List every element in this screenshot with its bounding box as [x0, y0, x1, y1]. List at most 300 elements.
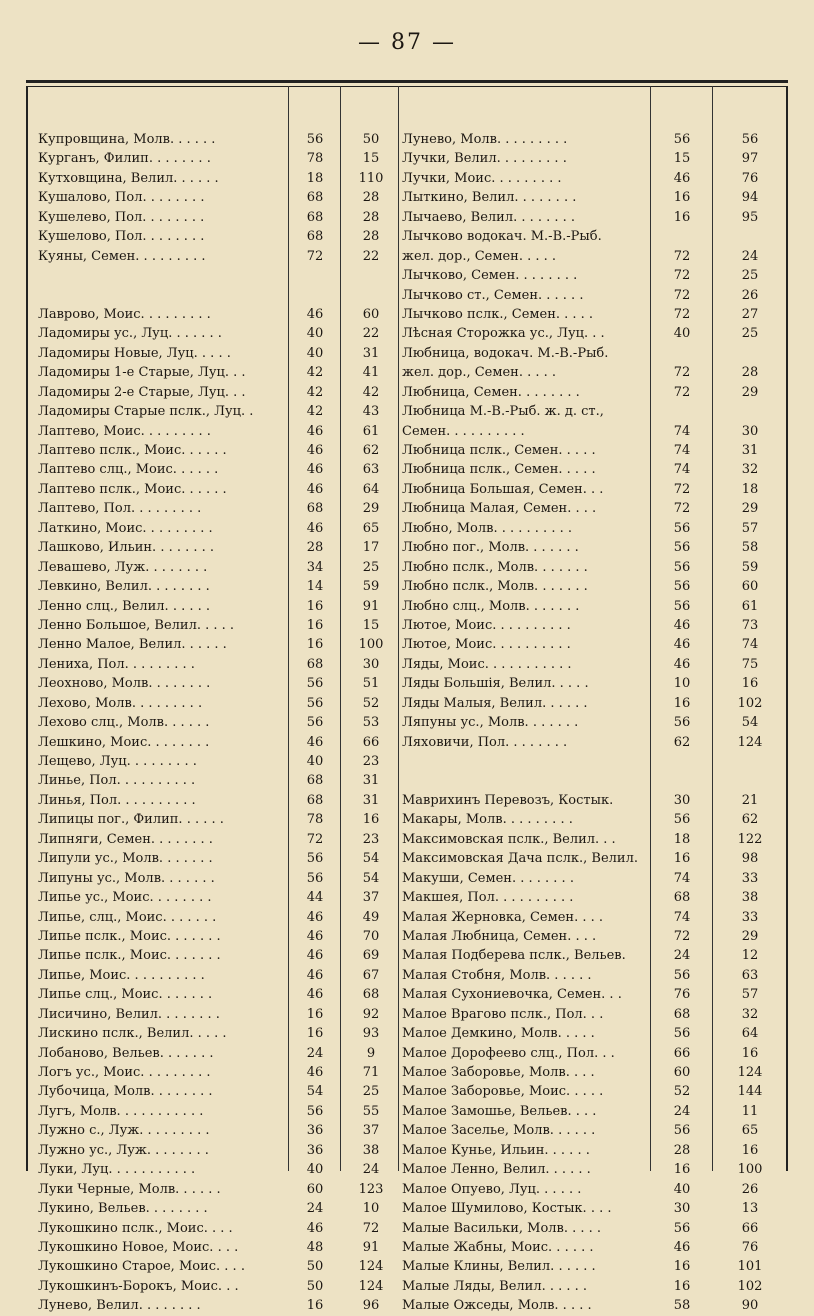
entry-name: Лаптево слц., Моис. . . . . .: [38, 462, 219, 478]
entry-name: Любно пслк., Молв. . . . . . .: [402, 579, 588, 595]
entry-name: Кушалово, Пол. . . . . . . .: [38, 190, 205, 206]
entry-name: Лаптево пслк., Моис. . . . . .: [38, 443, 227, 458]
entry-number: 37: [362, 1123, 380, 1139]
table-row: [26, 733, 788, 752]
page-ref: 24: [673, 1103, 691, 1119]
entry-number: 98: [741, 851, 759, 867]
page-ref: 28: [306, 540, 324, 556]
entry-name: Лукошкино Старое, Моис. . . .: [38, 1259, 245, 1275]
entry-number: 42: [362, 384, 380, 400]
entry-name: Любно, Молв. . . . . . . . . .: [402, 520, 572, 536]
entry-number: 71: [362, 1065, 380, 1080]
entry-name: Лукошкино пслк., Моис. . . .: [38, 1220, 233, 1236]
entry-number: 96: [362, 1298, 380, 1314]
page-ref: 46: [306, 306, 324, 322]
entry-number: 33: [741, 870, 759, 886]
page-ref: 10: [673, 676, 691, 692]
entry-number: 38: [362, 1142, 380, 1158]
page-ref: 15: [673, 151, 691, 167]
entry-number: 49: [362, 909, 380, 925]
entry-number: 33: [741, 909, 759, 925]
entry-number: 16: [362, 812, 380, 828]
page-ref: 56: [673, 715, 691, 731]
page-ref: 28: [673, 1142, 691, 1158]
page-ref: 62: [673, 734, 691, 750]
entry-number: 24: [741, 248, 759, 264]
entry-number: 21: [741, 792, 759, 808]
entry-number: 23: [362, 831, 380, 847]
entry-number: 15: [362, 151, 380, 167]
page-ref: 68: [306, 190, 324, 206]
page-ref: 56: [673, 1026, 691, 1042]
entry-number: 53: [362, 715, 380, 731]
entry-name: Ладомиры ус., Луц. . . . . . .: [38, 326, 222, 342]
page-ref: 46: [306, 987, 324, 1003]
page-ref: 42: [306, 404, 324, 420]
entry-name: Лужно с., Луж. . . . . . . . .: [38, 1123, 210, 1139]
page-ref: 44: [306, 890, 324, 906]
entry-name: Ладомиры Новые, Луц. . . . .: [38, 345, 231, 361]
entry-number: 73: [741, 617, 759, 633]
entry-name: Малое Заборовье, Моис. . . . .: [402, 1084, 604, 1100]
entry-number: 102: [737, 695, 763, 711]
entry-name: Лукошкино Новое, Моис. . . .: [38, 1239, 239, 1255]
page-ref: 72: [673, 501, 691, 517]
page-ref: 68: [673, 890, 691, 906]
table-row: [26, 208, 788, 227]
entry-number: 29: [741, 384, 759, 400]
page-ref: 40: [306, 345, 324, 361]
table-row: [26, 149, 788, 168]
table-row: [26, 1199, 788, 1218]
page-ref: 74: [673, 423, 691, 439]
entry-number: 32: [741, 462, 759, 478]
page-ref: 30: [673, 792, 691, 808]
entry-number: 38: [741, 890, 759, 906]
page-ref: 16: [673, 1259, 691, 1275]
entry-name: Любница Малая, Семен. . . .: [402, 501, 597, 517]
table-row: [26, 1005, 788, 1024]
page-ref: 46: [306, 443, 324, 458]
entry-name: Куяны, Семен. . . . . . . . .: [38, 248, 206, 264]
table-row: [26, 363, 788, 382]
entry-number: 37: [362, 890, 380, 906]
entry-number: 72: [362, 1220, 380, 1236]
page-ref: 48: [306, 1239, 324, 1255]
page-ref: 74: [673, 443, 691, 458]
entry-name: Ляховичи, Пол. . . . . . . .: [402, 734, 568, 750]
table-row: [26, 1219, 788, 1238]
entry-number: 66: [362, 734, 380, 750]
entry-number: 62: [362, 443, 380, 458]
entry-name: Малая Любница, Семен. . . .: [402, 928, 597, 944]
table-row: [26, 538, 788, 557]
page-ref: 74: [673, 870, 691, 886]
entry-number: 57: [741, 520, 759, 536]
table-row: [26, 1160, 788, 1179]
page-ref: 72: [673, 928, 691, 944]
page-ref: 46: [306, 423, 324, 439]
entry-number: 23: [362, 754, 380, 769]
entry-name: Липули ус., Молв. . . . . . .: [38, 851, 213, 867]
entry-name: Левашево, Луж. . . . . . . .: [38, 559, 208, 575]
table-row: [26, 227, 788, 246]
entry-number: 110: [358, 170, 384, 186]
page-ref: 36: [306, 1123, 324, 1139]
entry-number: 51: [362, 676, 380, 692]
page-ref: 16: [306, 1006, 324, 1022]
entry-name: Малые Жабны, Моис. . . . . .: [402, 1239, 594, 1255]
page-ref: 16: [673, 695, 691, 711]
entry-name: Липняги, Семен. . . . . . . .: [38, 831, 213, 847]
entry-name: Линье, Пол. . . . . . . . . .: [38, 773, 196, 789]
entry-name: Любница Большая, Семен. . .: [402, 481, 604, 497]
entry-number: 13: [741, 1201, 759, 1217]
page-ref: 56: [306, 676, 324, 692]
table-row: [26, 985, 788, 1004]
entry-name: Лаптево пслк., Моис. . . . . .: [38, 481, 227, 497]
entry-name: Любно слц., Молв. . . . . . .: [402, 598, 580, 614]
entry-number: 76: [741, 170, 759, 186]
table-row: [26, 460, 788, 479]
table-row: [26, 849, 788, 868]
entry-number: 55: [362, 1103, 380, 1119]
entry-number: 28: [741, 365, 759, 381]
page-ref: 36: [306, 1142, 324, 1158]
entry-name: Малое Замошье, Вельев. . . .: [402, 1103, 597, 1119]
entry-name: Липье, Моис. . . . . . . . . .: [38, 967, 205, 983]
entry-number: 59: [362, 579, 380, 595]
page-ref: 56: [673, 132, 691, 147]
table-row: [26, 1121, 788, 1140]
entry-number: 101: [737, 1259, 763, 1275]
entry-name: Малая Подберева пслк., Вельев.: [402, 948, 626, 964]
entry-name: Маврихинъ Перевозъ, Костык.: [402, 792, 614, 808]
page-ref: 46: [306, 462, 324, 478]
table-row: [26, 402, 788, 421]
entry-name: Ленно Малое, Велил. . . . . .: [38, 637, 227, 653]
table-row: [26, 247, 788, 266]
entry-name: Лукошкинъ-Борокъ, Моис. . .: [38, 1278, 239, 1294]
page-ref: 46: [673, 637, 691, 653]
page-ref: 78: [306, 151, 324, 167]
page-ref: 40: [673, 1181, 691, 1197]
table-row: [26, 655, 788, 674]
entry-name: Малые Ляды, Велил. . . . . .: [402, 1278, 588, 1294]
entry-number: 16: [741, 1142, 759, 1158]
table-row: [26, 927, 788, 946]
entry-name: Лобаново, Вельев. . . . . . .: [38, 1045, 214, 1061]
page-ref: 56: [306, 870, 324, 886]
table-row: [26, 616, 788, 635]
entry-name: Лычково ст., Семен. . . . . .: [402, 287, 584, 303]
entry-number: 93: [362, 1026, 380, 1042]
entry-name: Липье пслк., Моис. . . . . . .: [38, 948, 221, 964]
page-ref: 56: [306, 851, 324, 867]
entry-number: 43: [362, 404, 380, 420]
entry-name: Любница М.-В.-Рыб. ж. д. ст.,: [402, 404, 604, 420]
page-ref: 46: [306, 1065, 324, 1080]
entry-number: 31: [741, 443, 759, 458]
page-ref: 72: [673, 481, 691, 497]
page-ref: 46: [306, 909, 324, 925]
page-ref: 68: [306, 656, 324, 672]
entry-number: 144: [737, 1084, 763, 1100]
entry-name: Лещево, Луц. . . . . . . . .: [38, 754, 197, 769]
page-ref: 50: [306, 1259, 324, 1275]
table-row: [26, 383, 788, 402]
page-ref: 72: [673, 268, 691, 284]
entry-name: Лашково, Ильин. . . . . . . .: [38, 540, 215, 556]
entry-number: 63: [362, 462, 380, 478]
page-ref: 60: [673, 1065, 691, 1080]
page-ref: 16: [306, 1298, 324, 1314]
entry-number: 122: [737, 831, 763, 847]
entry-number: 94: [741, 190, 759, 206]
page-ref: 16: [673, 851, 691, 867]
table-row: [26, 188, 788, 207]
page-number: — 87 —: [358, 30, 456, 55]
entry-number: 16: [741, 676, 759, 692]
page-ref: 72: [673, 365, 691, 381]
page-ref: 68: [673, 1006, 691, 1022]
entry-name: Ладомиры 1-е Старые, Луц. . .: [38, 365, 246, 381]
entry-name: Лужно ус., Луж. . . . . . . .: [38, 1142, 209, 1158]
page-ref: 14: [306, 579, 324, 595]
entry-name: Малая Стобня, Молв. . . . . .: [402, 967, 592, 983]
entry-name: Ляды Большія, Велил. . . . .: [402, 676, 589, 692]
entry-number: 32: [741, 1006, 759, 1022]
table-row: [26, 674, 788, 693]
entry-number: 124: [737, 1065, 763, 1080]
page-ref: 24: [673, 948, 691, 964]
page-ref: 66: [673, 1045, 691, 1061]
entry-name: Малая Жерновка, Семен. . . .: [402, 909, 604, 925]
table-row: [26, 869, 788, 888]
page-ref: 58: [673, 1298, 691, 1314]
entry-name: Липицы пог., Филип. . . . . .: [38, 812, 224, 828]
entry-number: 74: [741, 637, 759, 653]
page-ref: 34: [306, 559, 324, 575]
entry-name: Липье ус., Моис. . . . . . . .: [38, 890, 212, 906]
entry-name: Лучки, Моис. . . . . . . . .: [402, 170, 562, 186]
entry-number: 17: [362, 540, 380, 556]
entry-number: 59: [741, 559, 759, 575]
page-ref: 46: [306, 481, 324, 497]
page-ref: 78: [306, 812, 324, 828]
table-row: [26, 499, 788, 518]
entry-number: 52: [362, 695, 380, 711]
table-row: [26, 1277, 788, 1296]
page-ref: 46: [673, 617, 691, 633]
page-ref: 68: [306, 501, 324, 517]
table-row: [26, 1063, 788, 1082]
entry-name: Малые Клины, Велил. . . . . .: [402, 1259, 596, 1275]
entry-number: 30: [362, 656, 380, 672]
entry-name: Липуны ус., Молв. . . . . . .: [38, 870, 215, 886]
page-ref: 16: [673, 1278, 691, 1294]
page-ref: 76: [673, 987, 691, 1003]
entry-number: 25: [362, 1084, 380, 1100]
page-ref: 16: [306, 598, 324, 614]
entry-name: Малое Ленно, Велил. . . . . .: [402, 1162, 591, 1178]
entry-number: 124: [737, 734, 763, 750]
entry-number: 97: [741, 151, 759, 167]
table-row: [26, 441, 788, 460]
entry-number: 65: [741, 1123, 759, 1139]
entry-name: Лукино, Вельев. . . . . . . .: [38, 1201, 208, 1217]
table-row: [26, 694, 788, 713]
entry-name: Лехово слц., Молв. . . . . .: [38, 715, 210, 731]
entry-name: Кутховщина, Велил. . . . . .: [38, 170, 219, 186]
entry-name: Малые Васильки, Молв. . . . .: [402, 1220, 602, 1236]
entry-number: 64: [362, 481, 380, 497]
entry-number: 50: [362, 132, 380, 147]
table-row: [26, 908, 788, 927]
page-ref: 16: [673, 1162, 691, 1178]
table-row: [26, 286, 788, 305]
page-ref: 46: [306, 967, 324, 983]
entry-name: Лениха, Пол. . . . . . . . .: [38, 656, 195, 672]
page-ref: 18: [306, 170, 324, 186]
entry-number: 66: [741, 1220, 759, 1236]
entry-number: 54: [362, 851, 380, 867]
entry-number: 61: [362, 423, 380, 439]
entry-name: Левкино, Велил. . . . . . . .: [38, 579, 210, 595]
entry-number: 124: [358, 1278, 384, 1294]
table-row: [26, 1141, 788, 1160]
entry-name: Малые Ожседы, Молв. . . . .: [402, 1298, 592, 1314]
entry-number: 9: [366, 1045, 376, 1061]
table-row: [26, 577, 788, 596]
entry-name: Лѣсная Сторожка ус., Луц. . .: [402, 326, 605, 342]
table-row: [26, 791, 788, 810]
entry-name: Малое Заборовье, Молв. . . .: [402, 1065, 595, 1080]
page-ref: 30: [673, 1201, 691, 1217]
entry-number: 64: [741, 1026, 759, 1042]
entry-name: Лубочица, Молв. . . . . . . .: [38, 1084, 213, 1100]
table-row: [26, 1082, 788, 1101]
entry-name: Лютое, Моис. . . . . . . . . .: [402, 617, 571, 633]
entry-number: 90: [741, 1298, 759, 1314]
entry-name: Малое Демкино, Молв. . . . .: [402, 1026, 595, 1042]
entry-name: Ляды, Моис. . . . . . . . . . .: [402, 656, 572, 672]
entry-name: Макшея, Пол. . . . . . . . . .: [402, 890, 574, 906]
entry-name: Кушелово, Пол. . . . . . . .: [38, 229, 205, 245]
page-ref: 46: [673, 656, 691, 672]
entry-number: 31: [362, 773, 380, 789]
table-row: [26, 344, 788, 363]
entry-name: Малое Врагово пслк., Пол. . .: [402, 1006, 604, 1022]
table-row: [26, 1044, 788, 1063]
entry-name: Логъ ус., Моис. . . . . . . . .: [38, 1065, 211, 1080]
table-row: [26, 519, 788, 538]
entry-number: 28: [362, 190, 380, 206]
entry-name: Макуши, Семен. . . . . . . .: [402, 870, 574, 886]
page-ref: 46: [306, 1220, 324, 1236]
entry-name: Купровщина, Молв. . . . . .: [38, 132, 216, 147]
entry-name: Лыткино, Велил. . . . . . . .: [402, 190, 577, 206]
entry-number: 12: [741, 948, 759, 964]
entry-name: Лаптево, Пол. . . . . . . . .: [38, 501, 202, 517]
entry-name: Лучки, Велил. . . . . . . . .: [402, 151, 567, 167]
entry-number: 56: [741, 132, 759, 147]
entry-name: Лисичино, Велил. . . . . . . .: [38, 1006, 220, 1022]
table-row: [26, 324, 788, 343]
page-ref: 46: [673, 1239, 691, 1255]
entry-number: 123: [358, 1181, 384, 1197]
entry-number: 29: [741, 928, 759, 944]
table-row: [26, 169, 788, 188]
entry-number: 68: [362, 987, 380, 1003]
entry-number: 124: [358, 1259, 384, 1275]
page-ref: 56: [673, 559, 691, 575]
entry-number: 29: [362, 501, 380, 517]
entry-number: 16: [741, 1045, 759, 1061]
entry-name: Лаптево, Моис. . . . . . . . .: [38, 423, 211, 439]
entry-number: 54: [741, 715, 759, 731]
page-ref: 46: [306, 520, 324, 536]
table-row: [26, 771, 788, 790]
entry-number: 25: [362, 559, 380, 575]
entry-number: 60: [741, 579, 759, 595]
entry-number: 100: [358, 637, 384, 653]
entry-name: Лискино пслк., Велил. . . . .: [38, 1026, 227, 1042]
entry-name: Ляды Малыя, Велил. . . . . .: [402, 695, 588, 711]
entry-name: Лычково пслк., Семен. . . . .: [402, 306, 594, 322]
page-ref: 56: [673, 1123, 691, 1139]
entry-number: 31: [362, 792, 380, 808]
entry-number: 57: [741, 987, 759, 1003]
page-ref: 24: [306, 1201, 324, 1217]
table-row: [26, 830, 788, 849]
entry-name: Любница, водокач. М.-В.-Рыб.: [402, 345, 609, 361]
page-ref: 74: [673, 462, 691, 478]
entry-number: 28: [362, 209, 380, 225]
entry-number: 91: [362, 598, 380, 614]
entry-name: Луки Черные, Молв. . . . . .: [38, 1181, 221, 1197]
entry-name: Ладомиры 2-е Старые, Луц. . .: [38, 384, 246, 400]
page-ref: 68: [306, 229, 324, 245]
page-ref: 46: [306, 734, 324, 750]
page-ref: 68: [306, 773, 324, 789]
page-ref: 24: [306, 1045, 324, 1061]
page-ref: 56: [306, 715, 324, 731]
page-ref: 16: [306, 637, 324, 653]
table-row: [26, 1238, 788, 1257]
entry-number: 26: [741, 1181, 759, 1197]
entry-name: Максимовская пслк., Велил. . .: [402, 831, 616, 847]
index-table: [26, 86, 788, 1314]
entry-name: Любно пслк., Молв. . . . . . .: [402, 559, 588, 575]
page-ref: 18: [673, 831, 691, 847]
entry-name: Малое Заселье, Молв. . . . . .: [402, 1123, 596, 1139]
page-ref: 42: [306, 365, 324, 381]
entry-name: Лехово, Молв. . . . . . . . .: [38, 695, 203, 711]
entry-name: Лугъ, Молв. . . . . . . . . . .: [38, 1103, 204, 1119]
page-ref: 72: [306, 831, 324, 847]
entry-name: Линья, Пол. . . . . . . . . .: [38, 792, 196, 808]
table-row: [26, 266, 788, 285]
page-ref: 46: [306, 948, 324, 964]
table-row: [26, 966, 788, 985]
entry-name: Любница, Семен. . . . . . . .: [402, 384, 580, 400]
table-row: [26, 1257, 788, 1276]
page-ref: 16: [306, 617, 324, 633]
entry-name: Лешкино, Моис. . . . . . . .: [38, 734, 210, 750]
table-row: [26, 422, 788, 441]
entry-number: 15: [362, 617, 380, 633]
